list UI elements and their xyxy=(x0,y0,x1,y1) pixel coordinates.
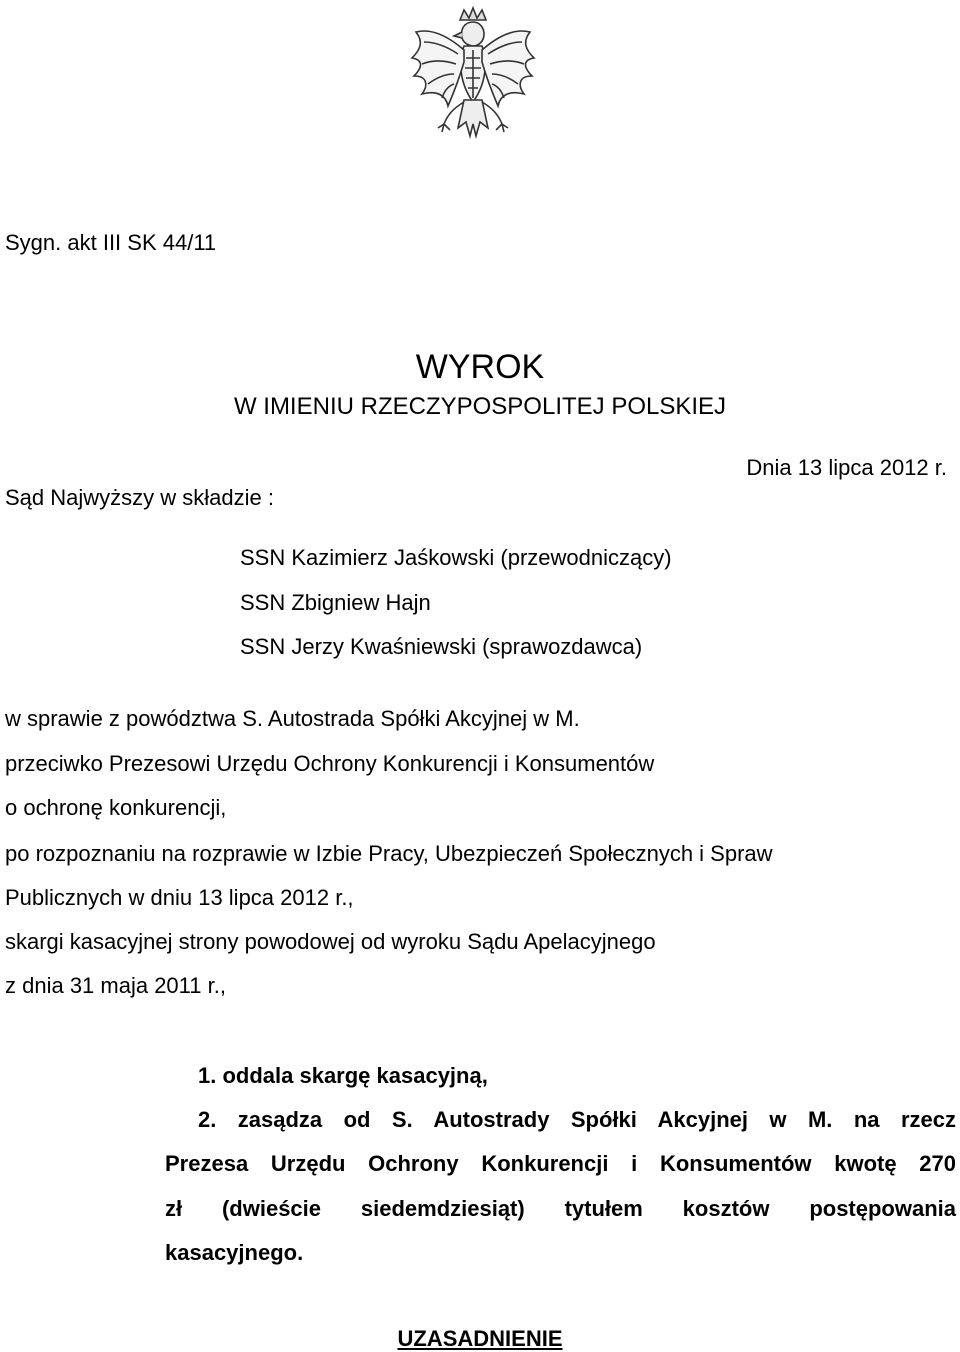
body-line: w sprawie z powództwa S. Autostrada Spółki Akcyjnej w M. xyxy=(5,706,580,731)
ruling-item-2-line: kasacyjnego. xyxy=(165,1240,304,1265)
judge-presiding: SSN Kazimierz Jaśkowski (przewodniczący) xyxy=(240,545,672,570)
polish-eagle-emblem xyxy=(398,6,548,166)
body-line: z dnia 31 maja 2011 r., xyxy=(5,973,226,998)
judge-rapporteur: SSN Jerzy Kwaśniewski (sprawozdawca) xyxy=(240,634,643,659)
body-line: po rozpoznaniu na rozprawie w Izbie Pracy, Ubezpieczeń Społecznych i Spraw xyxy=(5,841,773,866)
case-signature: Sygn. akt III SK 44/11 xyxy=(5,230,217,255)
document-title: WYROK xyxy=(415,348,545,386)
document-subtitle: W IMIENIU RZECZYPOSPOLITEJ POLSKIEJ xyxy=(233,393,727,420)
body-line: przeciwko Prezesowi Urzędu Ochrony Konkurencji i Konsumentów xyxy=(5,751,655,776)
judge-member: SSN Zbigniew Hajn xyxy=(240,590,431,615)
ruling-item-2-line: Prezesa Urzędu Ochrony Konkurencji i Konsumentów kwotę 270 xyxy=(165,1151,956,1176)
ruling-item-2-line: zł (dwieście siedemdziesiąt) tytułem kosztów postępowania xyxy=(165,1196,956,1221)
judgment-date: Dnia 13 lipca 2012 r. xyxy=(746,455,947,480)
ruling-item-2-line: 2. zasądza od S. Autostrady Spółki Akcyjnej w M. na rzecz xyxy=(198,1107,956,1132)
section-heading-justification: UZASADNIENIE xyxy=(397,1326,563,1351)
ruling-item-1: 1. oddala skargę kasacyjną, xyxy=(198,1063,488,1088)
body-line: o ochronę konkurencji, xyxy=(5,795,227,820)
body-line: Publicznych w dniu 13 lipca 2012 r., xyxy=(5,885,354,910)
court-composition-label: Sąd Najwyższy w składzie : xyxy=(5,485,274,510)
body-line: skargi kasacyjnej strony powodowej od wyroku Sądu Apelacyjnego xyxy=(5,929,656,954)
